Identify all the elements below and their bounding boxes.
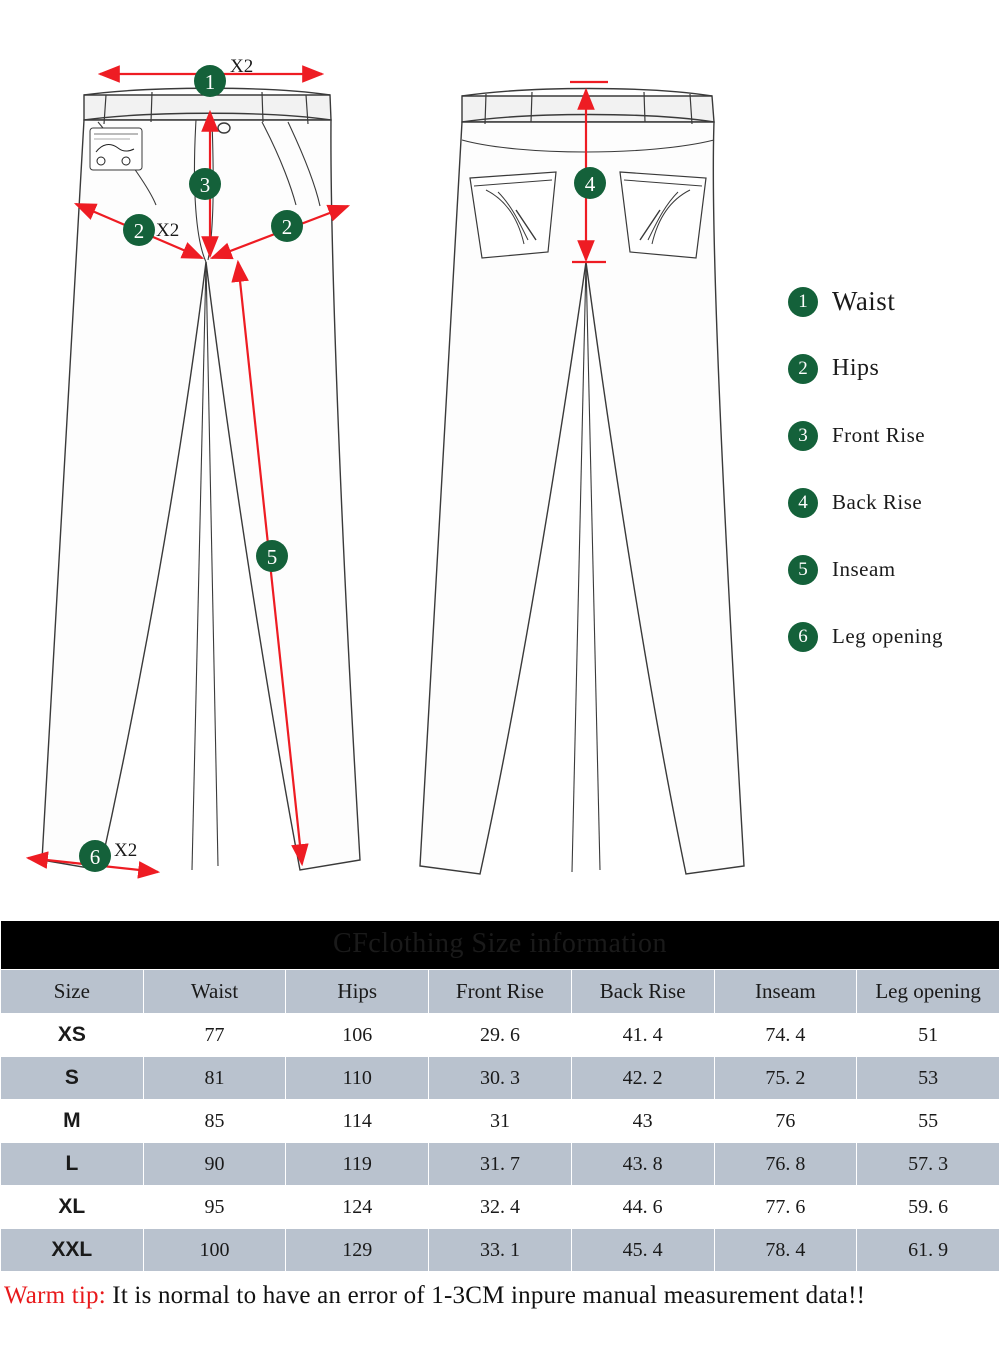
legend-badge-4: 4 [788, 488, 818, 518]
col-leg-opening: Leg opening [857, 970, 1000, 1014]
cell-hips: 119 [286, 1143, 429, 1186]
legend-item-front-rise [788, 402, 998, 469]
cell-leg-opening: 61. 9 [857, 1229, 1000, 1272]
legend-label-back-rise: Back Rise [832, 490, 923, 514]
cell-inseam: 76 [714, 1100, 857, 1143]
cell-size: M [1, 1100, 144, 1143]
table-row [1, 1100, 1000, 1143]
cell-back-rise: 43 [571, 1100, 714, 1143]
cell-hips: 106 [286, 1014, 429, 1057]
cell-hips: 129 [286, 1229, 429, 1272]
col-size: Size [1, 970, 144, 1014]
callout-4-label: 4 [584, 172, 596, 196]
x2-waist-label: X2 [230, 56, 254, 77]
cell-leg-opening: 59. 6 [857, 1186, 1000, 1229]
cell-inseam: 78. 4 [714, 1229, 857, 1272]
legend-badge-5: 5 [788, 555, 818, 585]
cell-size: XXL [1, 1229, 144, 1272]
callout-2-left-label: 2 [133, 219, 145, 243]
legend-item-leg-opening [788, 603, 998, 670]
callout-1-label: 1 [204, 70, 216, 94]
cell-hips: 110 [286, 1057, 429, 1100]
legend-label-inseam: Inseam [832, 557, 896, 581]
cell-waist: 85 [143, 1100, 286, 1143]
cell-leg-opening: 57. 3 [857, 1143, 1000, 1186]
warm-tip-text: It is normal to have an error of 1-3CM inpure manual measurement data!! [105, 1282, 866, 1309]
callout-2-right-label: 2 [281, 215, 293, 239]
cell-front-rise: 30. 3 [429, 1057, 572, 1100]
col-front-rise: Front Rise [429, 970, 572, 1014]
legend-label-hips: Hips [832, 355, 880, 381]
front-view-pants [42, 88, 360, 870]
cell-size: L [1, 1143, 144, 1186]
col-waist: Waist [143, 970, 286, 1014]
cell-front-rise: 29. 6 [429, 1014, 572, 1057]
cell-size: XL [1, 1186, 144, 1229]
x2-leg-opening-label: X2 [114, 840, 138, 861]
cell-waist: 100 [143, 1229, 286, 1272]
table-row [1, 1057, 1000, 1100]
cell-size: XS [1, 1014, 144, 1057]
cell-leg-opening: 51 [857, 1014, 1000, 1057]
cell-front-rise: 31 [429, 1100, 572, 1143]
back-view-pants [420, 89, 744, 875]
legend-item-inseam [788, 536, 998, 603]
table-row [1, 1186, 1000, 1229]
callout-3-label: 3 [199, 173, 211, 197]
table-row [1, 1014, 1000, 1057]
table-title: CFclothing Size information [1, 921, 1000, 970]
table-row [1, 1143, 1000, 1186]
col-hips: Hips [286, 970, 429, 1014]
table-row [1, 1229, 1000, 1272]
size-information-section [0, 920, 1000, 1317]
legend-badge-6: 6 [788, 622, 818, 652]
cell-inseam: 76. 8 [714, 1143, 857, 1186]
legend-badge-2: 2 [788, 354, 818, 384]
cell-leg-opening: 53 [857, 1057, 1000, 1100]
cell-inseam: 75. 2 [714, 1057, 857, 1100]
col-back-rise: Back Rise [571, 970, 714, 1014]
warm-tip [0, 1272, 1000, 1317]
callout-5-label: 5 [266, 545, 278, 569]
cell-front-rise: 31. 7 [429, 1143, 572, 1186]
cell-inseam: 77. 6 [714, 1186, 857, 1229]
cell-hips: 114 [286, 1100, 429, 1143]
legend-badge-1: 1 [788, 287, 818, 317]
cell-leg-opening: 55 [857, 1100, 1000, 1143]
cell-inseam: 74. 4 [714, 1014, 857, 1057]
cell-back-rise: 41. 4 [571, 1014, 714, 1057]
legend-item-waist [788, 268, 998, 335]
cell-back-rise: 42. 2 [571, 1057, 714, 1100]
legend-item-back-rise [788, 469, 998, 536]
cell-waist: 90 [143, 1143, 286, 1186]
legend-label-front-rise: Front Rise [832, 423, 926, 447]
legend-badge-3: 3 [788, 421, 818, 451]
callout-6-label: 6 [89, 845, 101, 869]
legend-label-leg-opening: Leg opening [832, 624, 944, 648]
legend-label-waist: Waist [832, 286, 896, 316]
measurement-legend [788, 268, 998, 670]
cell-back-rise: 43. 8 [571, 1143, 714, 1186]
cell-front-rise: 33. 1 [429, 1229, 572, 1272]
legend-item-hips [788, 335, 998, 402]
cell-back-rise: 45. 4 [571, 1229, 714, 1272]
cell-waist: 77 [143, 1014, 286, 1057]
table-header-row [1, 970, 1000, 1014]
cell-back-rise: 44. 6 [571, 1186, 714, 1229]
size-table [0, 920, 1000, 1272]
table-title-row [1, 921, 1000, 970]
warm-tip-label: Warm tip: [4, 1282, 106, 1309]
cell-waist: 81 [143, 1057, 286, 1100]
x2-hips-label: X2 [156, 220, 180, 241]
cell-size: S [1, 1057, 144, 1100]
cell-waist: 95 [143, 1186, 286, 1229]
col-inseam: Inseam [714, 970, 857, 1014]
cell-hips: 124 [286, 1186, 429, 1229]
cell-front-rise: 32. 4 [429, 1186, 572, 1229]
